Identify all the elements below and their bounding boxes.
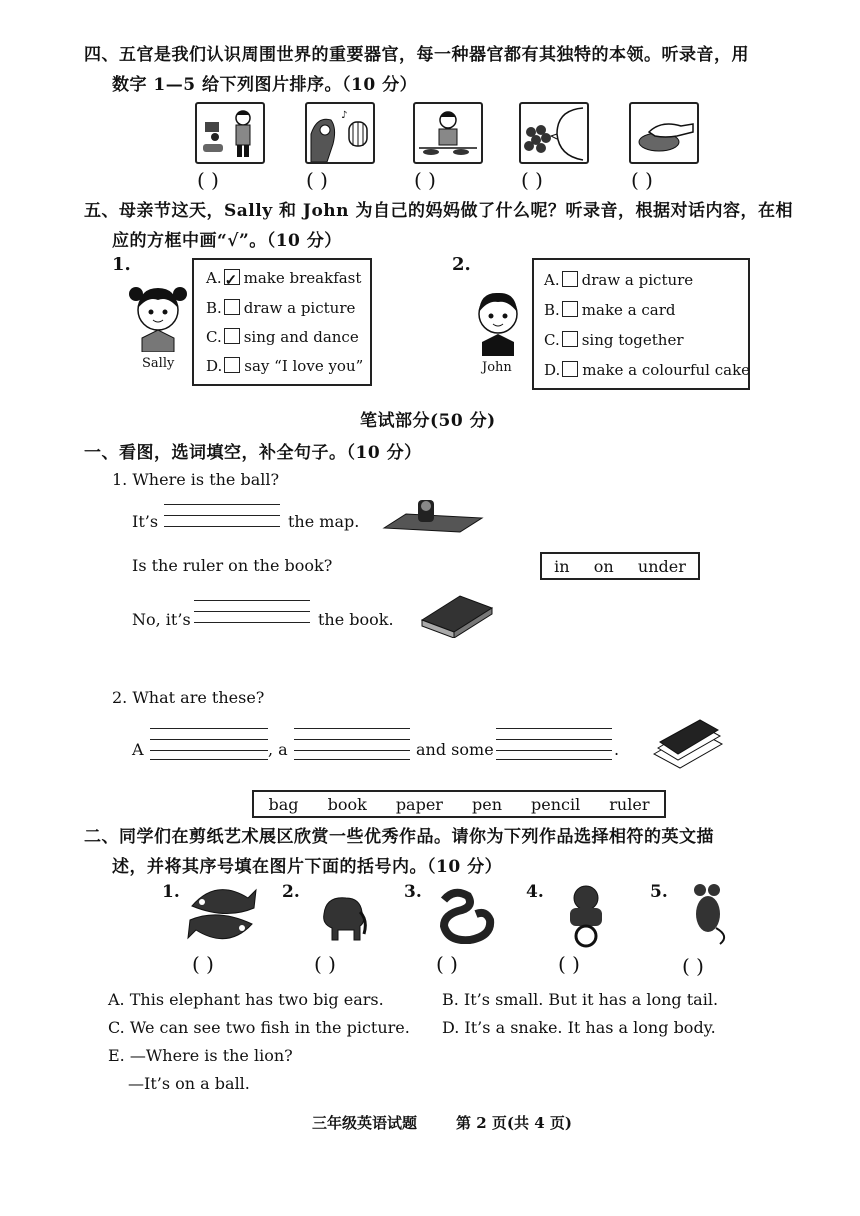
footer-subject: 三年级英语试题 (312, 1114, 418, 1132)
option-text: draw a picture (581, 271, 694, 289)
part2-answer-5[interactable]: ( ) (682, 954, 704, 978)
option-letter: D. (544, 361, 561, 379)
check-box[interactable] (224, 328, 240, 344)
part2-option-d: D. It’s a snake. It has a long body. (442, 1018, 716, 1037)
section5-title-line2: 应的方框中画“√”。（10 分） (112, 231, 342, 251)
option-letter: B. (544, 301, 560, 319)
section5-title-line1: 五、母亲节这天，Sally 和 John 为自己的妈妈做了什么呢？听录音，根据对话内容，在相 (84, 201, 793, 221)
check-box[interactable] (562, 361, 578, 377)
john-avatar (468, 288, 528, 356)
footer-page-number: 第 2 页(共 4 页) (456, 1114, 572, 1132)
option-text: make a colourful cake (582, 361, 751, 379)
section4-answer-2[interactable]: ( ) (306, 168, 328, 192)
option-letter: D. (206, 357, 223, 375)
part1-q1-line1-post: the map. (288, 512, 360, 531)
part2-item-3-number: 3. (404, 882, 422, 902)
option-text: make a card (581, 301, 676, 319)
option-letter: A. (206, 269, 222, 287)
part2-item-4-number: 4. (526, 882, 544, 902)
part1-q1-question2: Is the ruler on the book? (132, 556, 333, 575)
hand-touching-bread-picture (629, 102, 699, 164)
check-box[interactable] (562, 331, 578, 347)
sally-avatar (126, 280, 190, 352)
word-pencil: pencil (531, 794, 581, 814)
john-option-c[interactable] (544, 326, 684, 355)
option-letter: B. (206, 299, 222, 317)
sally-name: Sally (142, 356, 175, 371)
section4-answer-1[interactable]: ( ) (197, 168, 219, 192)
books-picture (650, 718, 726, 774)
part2-item-5-number: 5. (650, 882, 668, 902)
lion-on-ball-papercut-icon (558, 882, 614, 948)
part1-q1-word-box (540, 552, 700, 580)
sally-option-b[interactable] (206, 294, 355, 323)
part2-answer-1[interactable]: ( ) (192, 952, 214, 976)
part2-option-c: C. We can see two fish in the picture. (108, 1018, 410, 1037)
part2-answer-3[interactable]: ( ) (436, 952, 458, 976)
option-text: sing together (581, 331, 684, 349)
word-on: on (593, 556, 614, 576)
girl-smelling-grapes-picture (519, 102, 589, 164)
boy-eating-picture (413, 102, 483, 164)
sally-option-a[interactable] (206, 264, 361, 293)
boy-with-toys-picture (195, 102, 265, 164)
elephant-papercut-icon (316, 890, 368, 944)
word-in: in (554, 556, 570, 576)
word-under: under (637, 556, 686, 576)
section4-title-line2: 数字 1—5 给下列图片排序。（10 分） (112, 75, 418, 95)
part1-q2-pre: A (132, 740, 144, 759)
option-letter: C. (544, 331, 560, 349)
ball-under-map-picture (382, 494, 486, 536)
part2-answer-4[interactable]: ( ) (558, 952, 580, 976)
part2-option-e2: —It’s on a ball. (128, 1074, 250, 1093)
option-text: draw a picture (243, 299, 356, 317)
part1-q1-line1-pre: It’s (132, 512, 159, 531)
part1-q1-line2-pre: No, it’s (132, 610, 191, 629)
snake-papercut-icon (434, 886, 496, 944)
svg-text:♪: ♪ (341, 110, 348, 121)
john-option-d[interactable] (544, 356, 750, 385)
john-options-box (532, 258, 750, 390)
part1-q2-blank3[interactable] (496, 728, 612, 760)
word-bag: bag (268, 794, 299, 814)
option-text: make breakfast (243, 269, 362, 287)
two-fish-papercut-icon (186, 884, 258, 944)
book-picture (420, 592, 494, 638)
part1-q1-question: 1. Where is the ball? (112, 470, 280, 489)
section4-answer-4[interactable]: ( ) (521, 168, 543, 192)
word-pen: pen (471, 794, 502, 814)
section4-answer-3[interactable]: ( ) (414, 168, 436, 192)
mouse-papercut-icon (686, 882, 730, 946)
part2-item-1-number: 1. (162, 882, 180, 902)
sally-option-d[interactable] (206, 352, 363, 381)
john-option-a[interactable] (544, 266, 693, 295)
part1-q2-blank2[interactable] (294, 728, 410, 760)
part1-q2-blank1[interactable] (150, 728, 268, 760)
part1-q2-comma-a: , a (268, 740, 288, 759)
check-box[interactable] (562, 271, 578, 287)
john-name: John (482, 360, 512, 375)
check-box[interactable] (224, 357, 240, 373)
option-text: sing and dance (243, 328, 359, 346)
part1-title: 一、看图，选词填空，补全句子。（10 分） (84, 443, 422, 463)
part1-q2-period: . (614, 740, 620, 759)
part2-answer-2[interactable]: ( ) (314, 952, 336, 976)
part2-item-2-number: 2. (282, 882, 300, 902)
word-book: book (327, 794, 367, 814)
sally-option-c[interactable] (206, 323, 359, 352)
check-box-checked[interactable] (224, 269, 240, 285)
option-text: say “I love you” (244, 357, 364, 375)
word-paper: paper (395, 794, 443, 814)
section4-answer-5[interactable]: ( ) (631, 168, 653, 192)
option-letter: A. (544, 271, 560, 289)
part1-q2-question: 2. What are these? (112, 688, 265, 707)
boy-listening-bird-picture (305, 102, 375, 164)
option-letter: C. (206, 328, 222, 346)
part1-q2-and-some: and some (416, 740, 494, 759)
part1-q2-word-box (252, 790, 666, 818)
part2-title-line1: 二、同学们在剪纸艺术展区欣赏一些优秀作品。请你为下列作品选择相符的英文描 (84, 827, 714, 847)
john-question-number: 2. (452, 254, 471, 275)
part1-q1-blank1[interactable] (164, 504, 280, 527)
part2-option-b: B. It’s small. But it has a long tail. (442, 990, 719, 1009)
john-option-b[interactable] (544, 296, 676, 325)
part2-option-a: A. This elephant has two big ears. (108, 990, 384, 1009)
check-box[interactable] (562, 301, 578, 317)
check-box[interactable] (224, 299, 240, 315)
sally-options-box (192, 258, 372, 386)
written-part-title: 笔试部分(50 分) (360, 411, 496, 431)
part1-q1-line2-post: the book. (318, 610, 394, 629)
part2-option-e1: E. —Where is the lion? (108, 1046, 293, 1065)
sally-question-number: 1. (112, 254, 131, 275)
section4-title-line1: 四、五官是我们认识周围世界的重要器官，每一种器官都有其独特的本领。听录音，用 (84, 45, 749, 65)
part2-title-line2: 述，并将其序号填在图片下面的括号内。（10 分） (112, 857, 503, 877)
part1-q1-blank2[interactable] (194, 600, 310, 623)
word-ruler: ruler (609, 794, 650, 814)
